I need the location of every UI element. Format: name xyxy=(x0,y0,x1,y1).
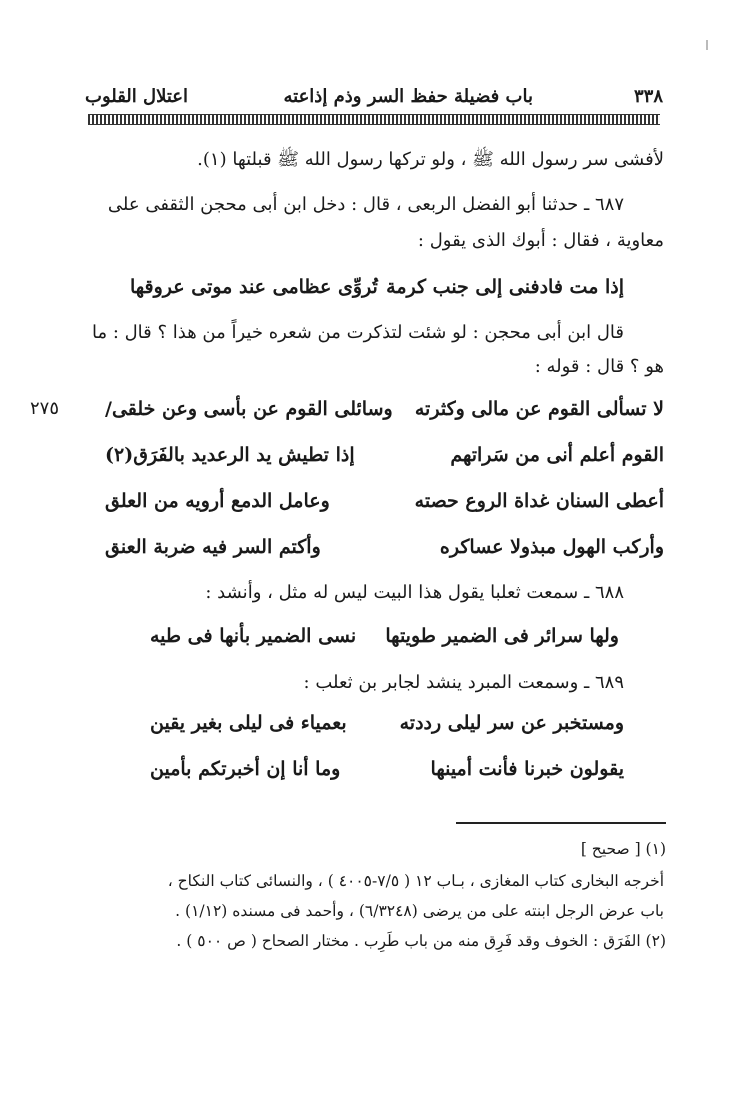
verse-first-hemistich: القوم أعلم أنى من سَراتهم xyxy=(450,444,664,466)
verse-first-hemistich: ومستخبر عن سر ليلى رددته xyxy=(399,712,624,734)
text-line: لأفشى سر رسول الله ﷺ ، ولو تركها رسول الله ﷺ قبلتها (١). xyxy=(197,149,664,170)
footnote: أخرجه البخارى كتاب المغازى ، بـاب ١٢ ( ٧/٥-٤٠٠٥ ) ، والنسائى كتاب النكاح ، xyxy=(167,872,664,890)
verse-second-hemistich: وسائلى القوم عن بأسى وعن خلقى/ xyxy=(105,398,393,420)
verse-second-hemistich: بعمياء فى ليلى بغير يقين xyxy=(150,712,347,734)
verse-first-hemistich: إذا مت فادفنى إلى جنب كرمة xyxy=(386,276,624,298)
verse-second-hemistich: نسى الضمير بأنها فى طيه xyxy=(150,625,357,647)
book-title: اعتلال القلوب xyxy=(85,86,189,107)
verse-first-hemistich: وأركب الهول مبذولا عساكره xyxy=(439,536,664,558)
text-line: ٦٨٧ ـ حدثنا أبو الفضل الربعى ، قال : دخل ابن أبى محجن الثقفى على xyxy=(107,194,624,215)
text-line: معاوية ، فقال : أبوك الذى يقول : xyxy=(417,230,664,251)
header-ornament-rule xyxy=(88,114,660,125)
text-line: ٦٨٩ ـ وسمعت المبرد ينشد لجابر بن ثعلب : xyxy=(303,672,624,693)
verse-first-hemistich: أعطى السنان غداة الروع حصته xyxy=(414,490,664,512)
running-header xyxy=(85,86,663,112)
verse-first-hemistich: يقولون خبرنا فأنت أمينها xyxy=(430,758,624,780)
verse-first-hemistich: ولها سرائر فى الضمير طويتها xyxy=(385,625,619,647)
chapter-title: باب فضيلة حفظ السر وذم إذاعته xyxy=(283,86,533,107)
text-line: قال ابن أبى محجن : لو شئت لتذكرت من شعره خيراً من هذا ؟ قال : ما xyxy=(91,322,624,343)
verse-first-hemistich: لا تسألى القوم عن مالى وكثرته xyxy=(414,398,664,420)
verse-second-hemistich: تُروِّى عظامى عند موتى عروقها xyxy=(130,276,378,298)
footnote: (١) [ صحيح ] xyxy=(580,840,666,858)
footnote: (٢) الفَرَق : الخوف وقد فَرِق منه من باب طَرِب . مختار الصحاح ( ص ٥٠٠ ) . xyxy=(176,932,666,950)
text-line: هو ؟ قال : قوله : xyxy=(534,356,664,377)
verse-second-hemistich: إذا تطيش يد الرعديد بالفَرَق(٢) xyxy=(105,444,355,466)
scan-mark xyxy=(706,40,708,50)
margin-page-reference: ٢٧٥ xyxy=(30,398,60,419)
verse-second-hemistich: وأكتم السر فيه ضربة العنق xyxy=(105,536,321,558)
footnote: باب عرض الرجل ابنته على من يرضى (٦/٣٢٤٨) ، وأحمد فى مسنده (١/١٢) . xyxy=(175,902,664,920)
verse-second-hemistich: وعامل الدمع أرويه من العلق xyxy=(105,490,330,512)
text-line: ٦٨٨ ـ سمعت ثعلبا يقول هذا البيت ليس له مثل ، وأنشد : xyxy=(205,582,624,603)
page-number: ٣٣٨ xyxy=(633,86,663,107)
verse-second-hemistich: وما أنا إن أخبرتكم بأمين xyxy=(150,758,341,780)
footnote-separator xyxy=(456,822,666,824)
